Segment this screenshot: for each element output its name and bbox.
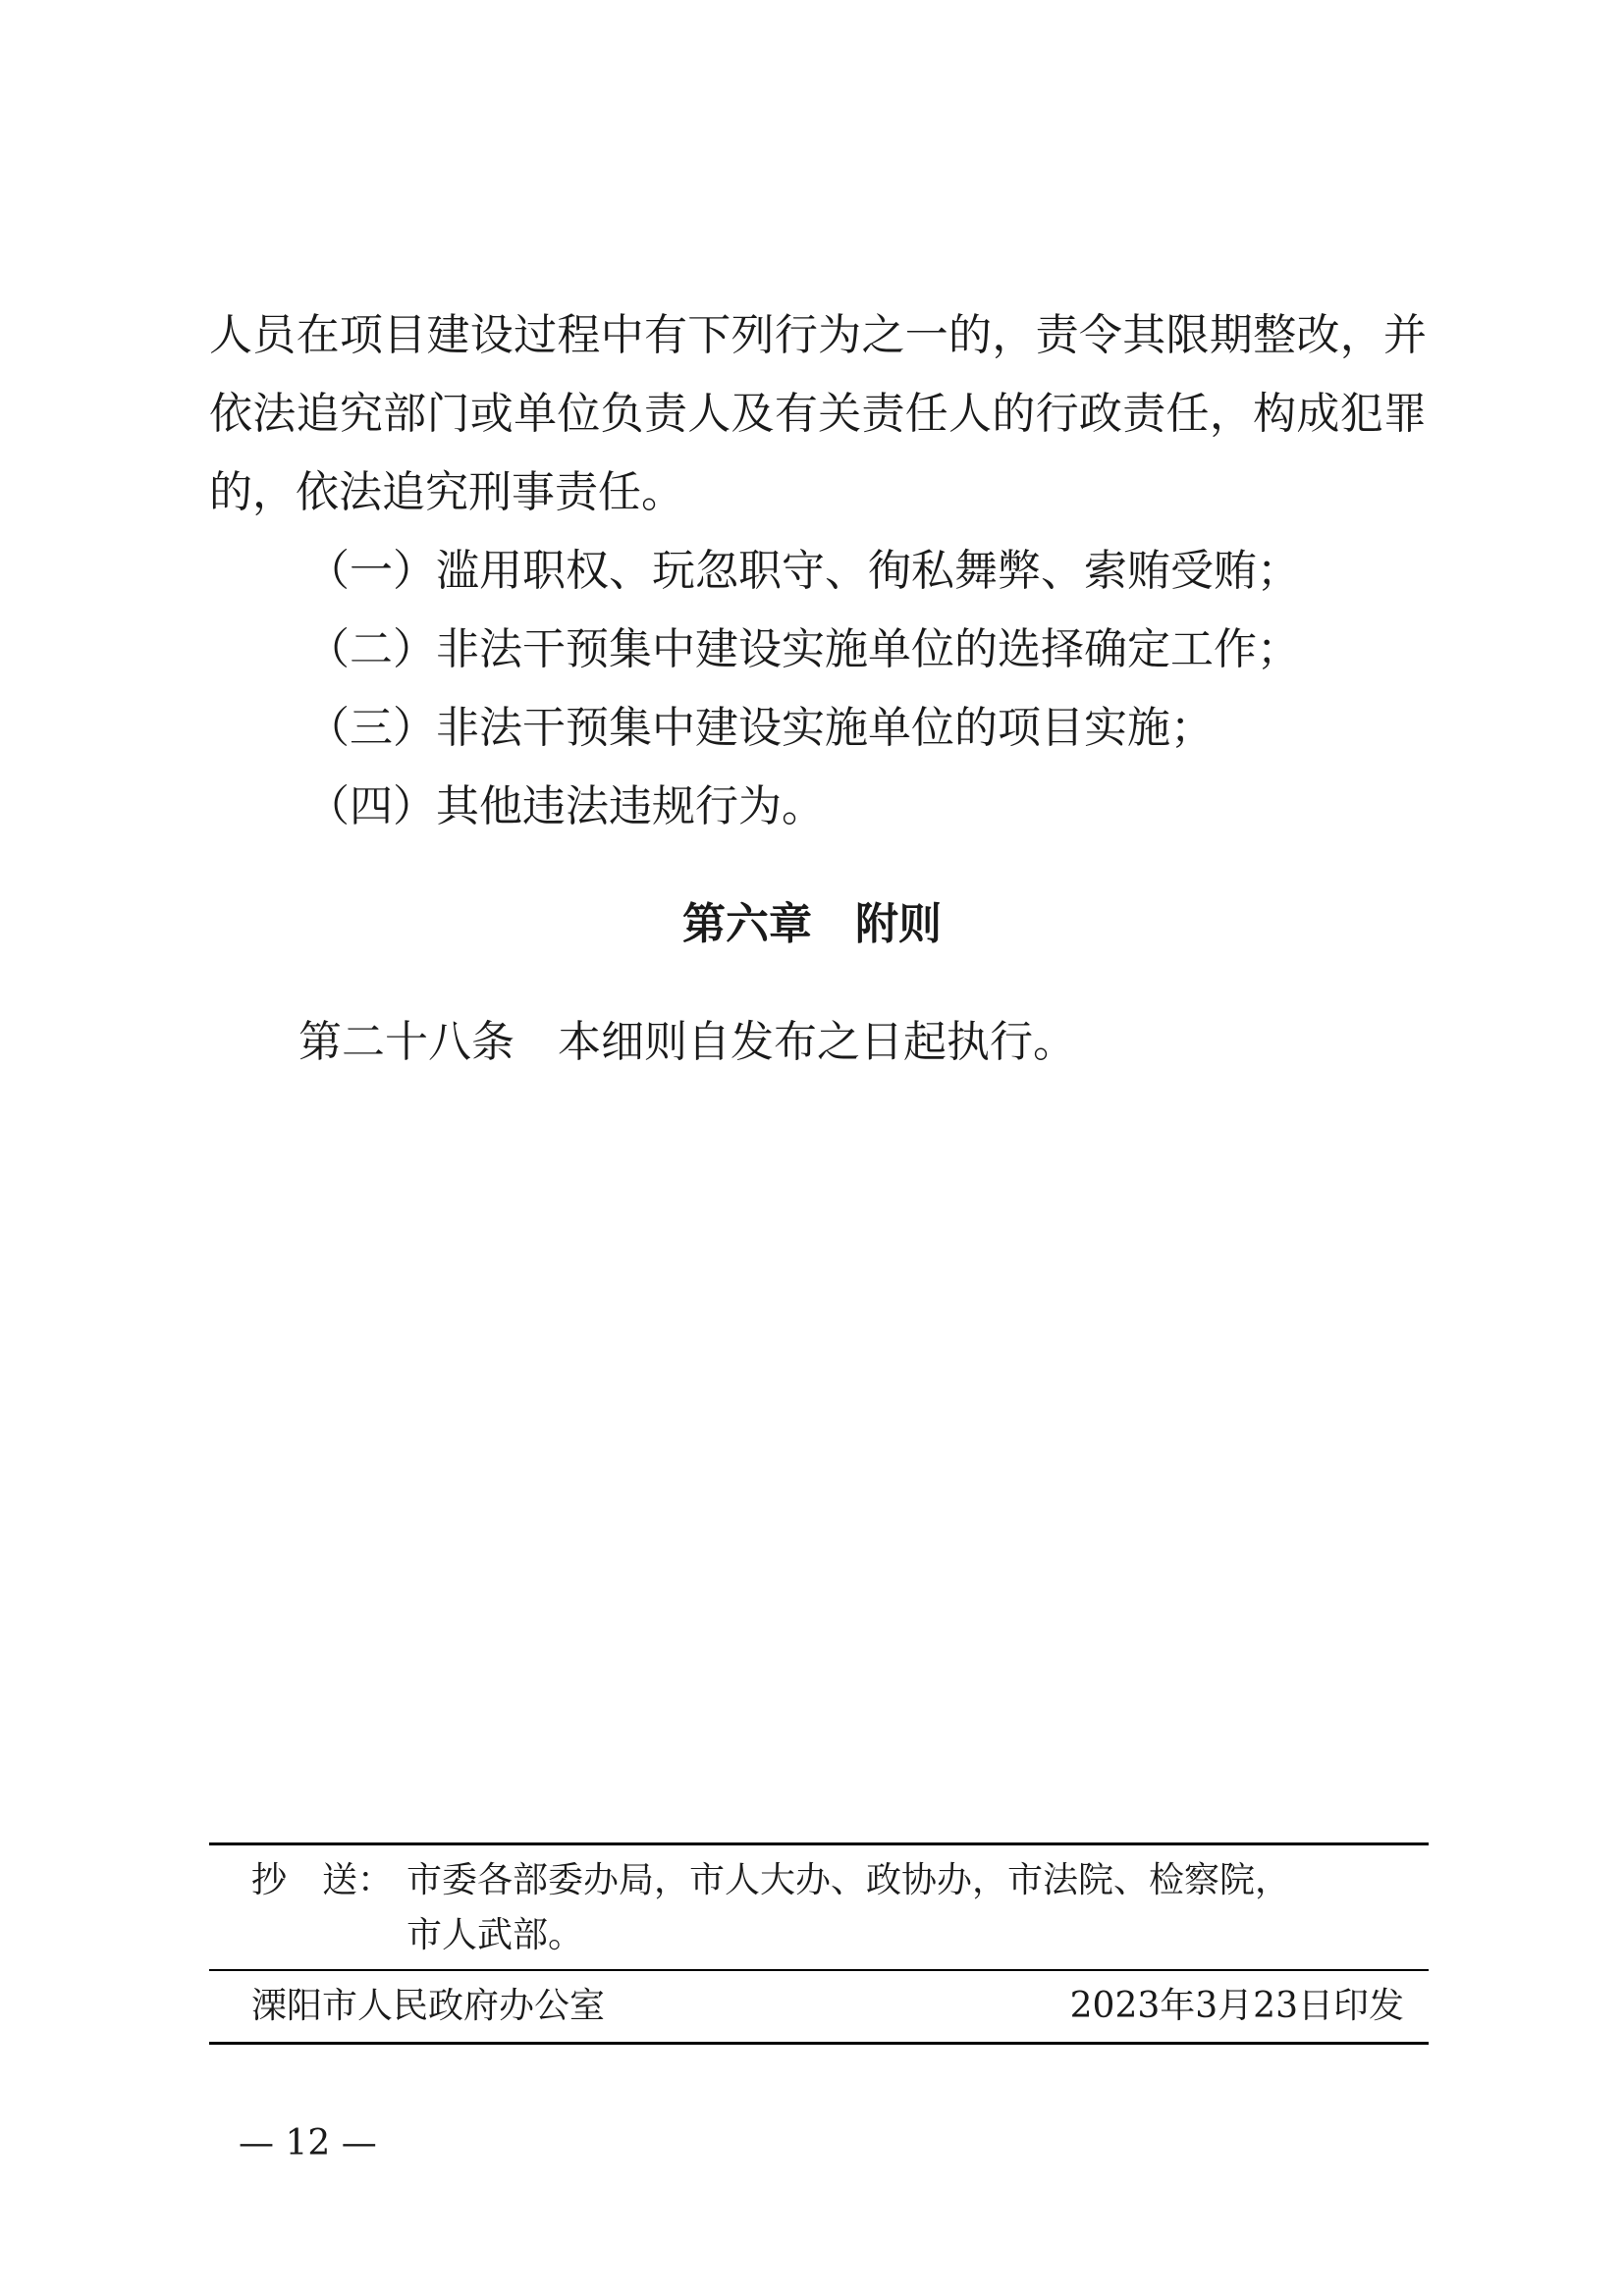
footer-middle-rule bbox=[209, 1969, 1429, 1971]
footer-bottom-rule bbox=[209, 2042, 1429, 2045]
cc-recipients-line-1: 市委各部委办局，市人大办、政协办，市法院、检察院， bbox=[406, 1860, 1291, 1900]
list-item-1: （一）滥用职权、玩忽职守、徇私舞弊、索贿受贿； bbox=[306, 546, 1300, 596]
chapter-number: 第六章 bbox=[682, 899, 812, 949]
chapter-title: 附则 bbox=[855, 899, 942, 949]
cc-label: 抄 送： bbox=[251, 1860, 394, 1900]
article-text: 本细则自发布之日起执行。 bbox=[558, 1017, 1076, 1067]
list-item-3: （三）非法干预集中建设实施单位的项目实施； bbox=[306, 703, 1214, 753]
issuer: 溧阳市人民政府办公室 bbox=[251, 1986, 606, 2026]
paragraph-line-2: 依法追究部门或单位负责人及有关责任人的行政责任，构成犯罪 bbox=[209, 389, 1427, 439]
page-number: — 12 — bbox=[239, 2123, 377, 2163]
article bbox=[298, 1013, 1076, 1072]
issue-date: 2023年3月23日印发 bbox=[1069, 1986, 1404, 2026]
cc-recipients-line-2: 市人武部。 bbox=[406, 1915, 584, 1955]
paragraph-line-3: 的，依法追究刑事责任。 bbox=[209, 467, 684, 517]
chapter-heading bbox=[0, 895, 1624, 954]
list-item-2: （二）非法干预集中建设实施单位的选择确定工作； bbox=[306, 624, 1300, 674]
paragraph-line-1: 人员在项目建设过程中有下列行为之一的，责令其限期整改，并 bbox=[209, 310, 1427, 360]
list-item-4: （四）其他违法违规行为。 bbox=[306, 781, 825, 831]
footer-top-rule bbox=[209, 1842, 1429, 1845]
article-number: 第二十八条 bbox=[298, 1017, 514, 1067]
